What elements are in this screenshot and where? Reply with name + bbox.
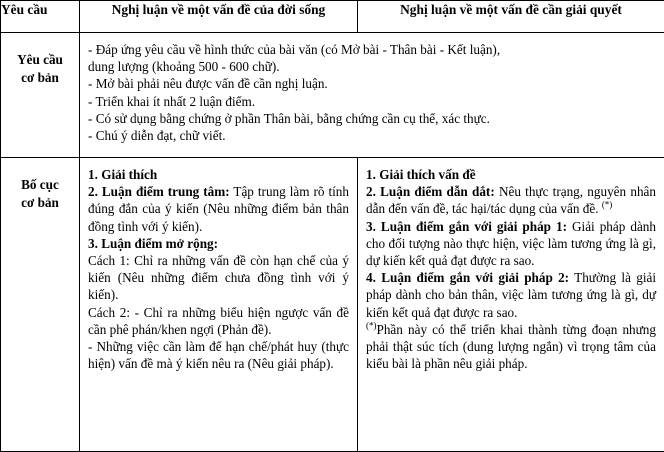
basic-layout-row — [1, 158, 664, 452]
basic-line: - Có sử dụng bằng chứng ở phần Thân bài, bằng chứng cần cụ thể, xác thực. — [88, 110, 656, 127]
solve-point-2: 2. Luận điểm dẫn dắt: Nêu thực trạng, nguyên nhân dẫn đến vấn đề, tác hại/tác dụng của vấn đề. (*) — [366, 183, 656, 217]
basic-layout-label: Bố cục cơ bản — [1, 158, 80, 452]
header-solve-issue: Nghị luận về một vấn đề cần giải quyết — [358, 1, 664, 33]
basic-line: dung lượng (khoảng 500 - 600 chữ). — [88, 58, 656, 75]
basic-requirements-row — [1, 33, 664, 158]
life-point-2: 2. Luận điểm trung tâm: Tập trung làm rõ tính đúng đắn của ý kiến (Nêu những điểm bản thân đồng tình với ý kiến). — [88, 183, 349, 235]
solve-point-4: 4. Luận điểm gắn với giải pháp 2: Thường là giải pháp dành cho bản thân, việc làm tương ứng là gì, dự kiến kết quả đạt được ra sao. — [366, 269, 656, 321]
life-point-3-solution: - Những việc cần làm để hạn chế/phát huy (thực hiện) vấn đề mà ý kiến nêu ra (Nêu giải pháp). — [88, 338, 349, 372]
life-point-1: 1. Giải thích — [88, 166, 349, 183]
header-row — [1, 1, 664, 33]
solve-issue-layout — [358, 158, 664, 452]
basic-line: - Chú ý diễn đạt, chữ viết. — [88, 127, 656, 144]
solve-point-3: 3. Luận điểm gắn với giải pháp 1: Giải pháp dành cho đối tượng nào thực hiện, việc làm tương ứng là gì, dự kiến kết quả đạt được ra sao. — [366, 218, 656, 270]
header-requirement: Yêu cầu — [1, 1, 80, 33]
basic-line: - Đáp ứng yêu cầu về hình thức của bài văn (có Mở bài - Thân bài - Kết luận), — [88, 41, 656, 58]
basic-line: - Mở bài phải nêu được vấn đề cần nghị luận. — [88, 75, 656, 92]
footnote-mark: (*) — [366, 320, 377, 330]
solve-point-1: 1. Giải thích vấn đề — [366, 166, 656, 183]
solve-note: (*)Phần này có thể triển khai thành từng đoạn nhưng phải thật súc tích (dung lượng ngắn) vì trọng tâm của kiểu bài là phần nêu giải pháp. — [366, 321, 656, 373]
basic-line: - Triển khai ít nhất 2 luận điểm. — [88, 93, 656, 110]
life-point-3: 3. Luận điểm mở rộng: — [88, 235, 349, 252]
footnote-mark: (*) — [602, 200, 613, 210]
basic-requirements-content — [80, 33, 664, 158]
life-point-3-way-2: Cách 2: - Chỉ ra những biểu hiện ngược vấn đề cần phê phán/khen ngợi (Phản đề). — [88, 304, 349, 338]
basic-requirements-label: Yêu cầu cơ bản — [1, 33, 80, 158]
header-life-issue: Nghị luận về một vấn đề của đời sống — [80, 1, 358, 33]
life-issue-layout — [80, 158, 358, 452]
life-point-3-way-1: Cách 1: Chỉ ra những vấn đề còn hạn chế của ý kiến (Nêu những điểm chưa đồng tình với ý kiến). — [88, 252, 349, 304]
